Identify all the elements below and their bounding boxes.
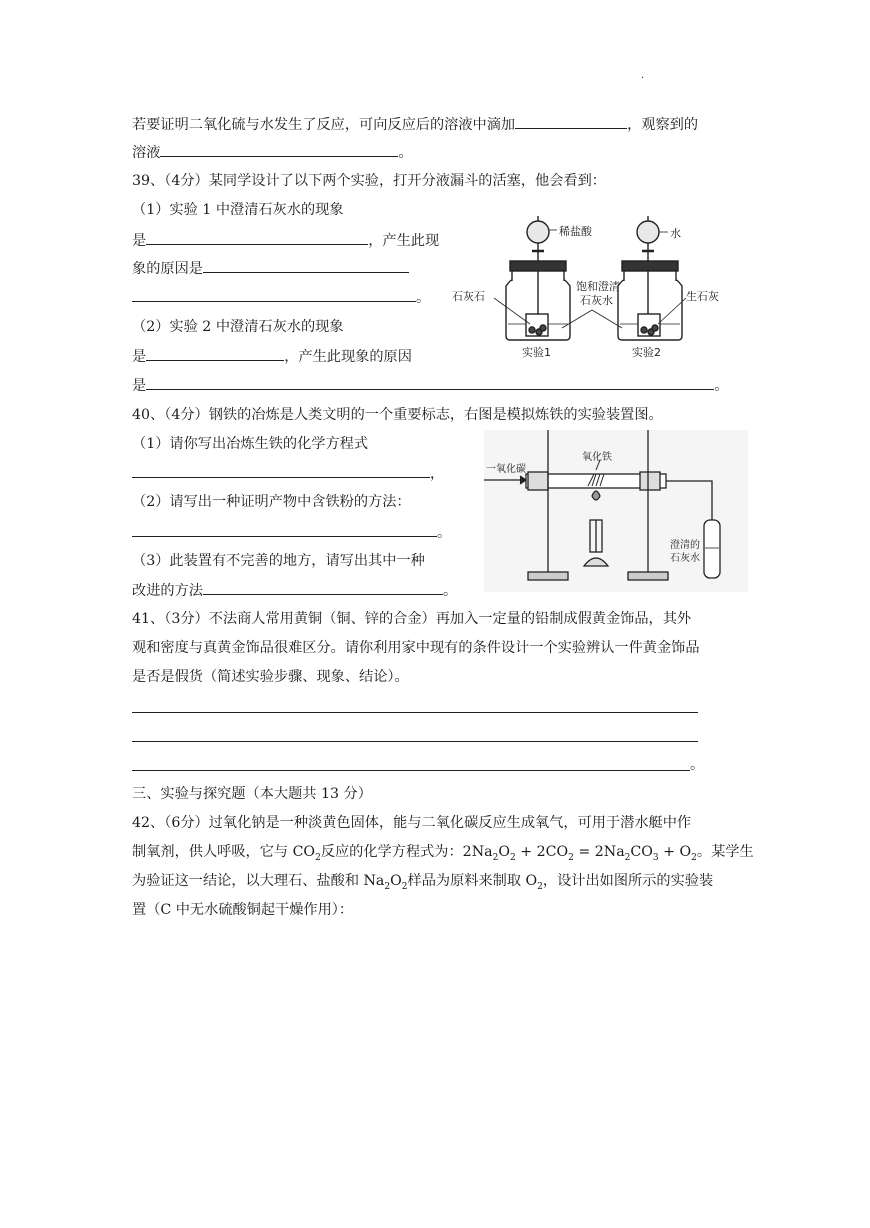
q40-blank-improvement[interactable] <box>203 580 443 595</box>
label-water: 水 <box>670 227 681 240</box>
q39-title: 39、（4分）某同学设计了以下两个实验，打开分液漏斗的活塞，他会看到： <box>132 173 606 189</box>
q42-line4: 置（C 中无水硫酸铜起干燥作用）： <box>132 902 354 918</box>
q42-text: 。某学生 <box>696 844 754 860</box>
q42-subscript: 2 <box>509 852 516 863</box>
label-saturated-limewater-2: 石灰水 <box>580 294 613 307</box>
q42-line3 <box>132 871 713 897</box>
section3-heading: 三、实验与探究题（本大题共 13 分） <box>132 786 372 802</box>
label-limewater-1: 澄清的 <box>670 540 700 551</box>
q40-part2-prompt: （2）请写出一种证明产物中含铁粉的方法： <box>132 494 411 510</box>
q42-subscript: 2 <box>492 852 499 863</box>
q42-text: 制氧剂，供人呼吸，它与 CO <box>132 844 316 860</box>
q40-title: 40、（4分）钢铁的冶炼是人类文明的一个重要标志，右图是模拟炼铁的实验装置图。 <box>132 407 663 423</box>
q39-text: 是 <box>132 233 147 249</box>
q40-blank-method[interactable] <box>132 522 437 537</box>
q42-text: + 2CO <box>515 844 569 860</box>
q41-answer-line-1[interactable] <box>132 712 698 713</box>
q39-part2-prompt: （2）实验 2 中澄清石灰水的现象 <box>132 319 344 335</box>
q41-answer-line-3[interactable] <box>132 770 690 771</box>
q39-blank-reason-2[interactable] <box>146 375 714 390</box>
q39-text: ，产生此现象的原因 <box>284 349 412 365</box>
label-limewater-2: 石灰水 <box>670 553 700 564</box>
q40-ironmaking-figure <box>484 430 748 592</box>
q40-part3-answer <box>132 580 457 601</box>
q42-subscript: 2 <box>315 852 321 863</box>
q42-subscript: 2 <box>691 852 697 863</box>
q40-text: 。 <box>437 525 452 541</box>
q42-line1: 42、（6分）过氧化钠是一种淡黄色固体，能与二氧化碳反应生成氧气，可用于潜水艇中作 <box>132 815 692 831</box>
q42-text: = 2Na <box>573 844 625 860</box>
q42-subscript: 2 <box>537 881 543 892</box>
q40-part1-prompt: （1）请你写出冶炼生铁的化学方程式 <box>132 436 369 452</box>
q41-answer-line-2[interactable] <box>132 741 698 742</box>
q38-blank-observation[interactable] <box>160 142 398 157</box>
page-dot: . <box>641 70 645 81</box>
q39-blank-reason-1a[interactable] <box>203 258 409 273</box>
q39-text: 。 <box>714 378 729 394</box>
q39-part1-line3 <box>132 258 409 279</box>
q38-text-d: 。 <box>398 145 413 161</box>
q42-subscript: 2 <box>568 852 574 863</box>
q42-text: 为验证这一结论，以大理石、盐酸和 Na <box>132 873 385 889</box>
q42-text: CO <box>630 844 653 860</box>
q38-blank-reagent[interactable] <box>515 114 627 129</box>
q40-part3-prompt: （3）此装置有不完善的地方，请写出其中一种 <box>132 553 425 569</box>
q39-text: 是 <box>132 349 147 365</box>
q42-text: ，设计出如图所示的实验装 <box>542 873 714 889</box>
q42-subscript: 2 <box>624 852 631 863</box>
q39-blank-phenomenon-1[interactable] <box>146 230 368 245</box>
q38-text-a: 若要证明二氧化硫与水发生了反应，可向反应后的溶液中滴加 <box>132 117 516 133</box>
q40-text: 。 <box>442 583 458 599</box>
q42-text: 反应的化学方程式为：2Na <box>320 844 493 860</box>
q40-part2-answer <box>132 522 451 543</box>
q38-text-b: ，观察到的 <box>627 117 699 133</box>
label-iron-oxide: 氧化铁 <box>582 452 612 463</box>
q39-blank-reason-1b[interactable] <box>132 287 416 302</box>
caption-experiment2: 实验2 <box>632 346 661 359</box>
q42-text: O <box>390 873 402 889</box>
q42-subscript: 2 <box>401 881 408 892</box>
q42-subscript: 3 <box>652 852 659 863</box>
q38-line2 <box>132 142 413 163</box>
q39-part1-line4 <box>132 287 430 308</box>
q41-line2: 观和密度与真黄金饰品很难区分。请你利用家中现有的条件设计一个实验辨认一件黄金饰品 <box>132 640 700 656</box>
q40-text: ， <box>430 466 445 482</box>
q40-part1-answer <box>132 463 444 484</box>
q41-end-mark: 。 <box>690 757 705 773</box>
q42-text: O <box>498 844 510 860</box>
label-carbon-monoxide: 一氧化碳 <box>486 464 526 475</box>
q39-part1-line2 <box>132 230 439 251</box>
q39-text: 象的原因是 <box>132 261 203 277</box>
q42-text: + O <box>658 844 692 860</box>
q39-blank-phenomenon-2[interactable] <box>146 346 284 361</box>
q42-line2 <box>132 842 754 868</box>
q38-line1 <box>132 114 698 135</box>
label-quicklime: 生石灰 <box>686 290 719 303</box>
label-saturated-limewater-1: 饱和澄清 <box>576 280 620 293</box>
label-dilute-hcl: 稀盐酸 <box>559 225 592 238</box>
q40-text: 改进的方法 <box>132 583 203 599</box>
q39-text: ，产生此现 <box>368 233 440 249</box>
q39-text: 是 <box>132 378 147 394</box>
q42-subscript: 2 <box>384 881 391 892</box>
q41-line1: 41、（3分）不法商人常用黄铜（铜、锌的合金）再加入一定量的铅制成假黄金饰品，其外 <box>132 611 692 627</box>
caption-experiment1: 实验1 <box>522 346 551 359</box>
q39-part2-line2 <box>132 346 412 367</box>
q39-part1-prompt: （1）实验 1 中澄清石灰水的现象 <box>132 202 344 218</box>
q42-text: 样品为原料来制取 O <box>407 873 538 889</box>
q39-text: 。 <box>416 290 431 306</box>
q39-part2-line3 <box>132 375 728 396</box>
label-limestone: 石灰石 <box>452 290 485 303</box>
q39-apparatus-figure <box>442 206 728 366</box>
q38-text-c: 溶液 <box>132 145 161 161</box>
q41-line3: 是否是假货（简述实验步骤、现象、结论）。 <box>132 669 409 685</box>
q40-blank-equation[interactable] <box>132 463 430 478</box>
